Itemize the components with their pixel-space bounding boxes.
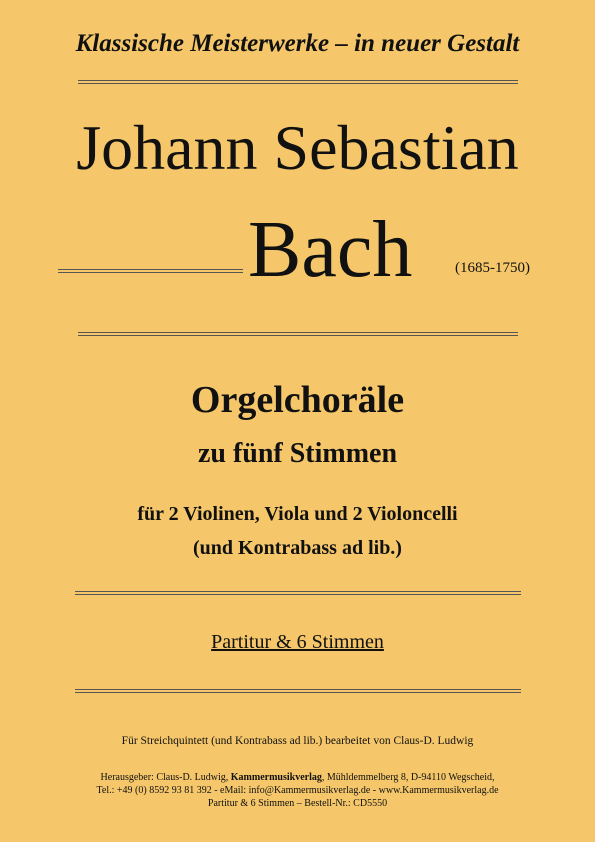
arrangement-note: Für Streichquintett (und Kontrabass ad lib.) bearbeitet von Claus-D. Ludwig (121, 735, 474, 747)
publisher-info (0, 771, 595, 810)
work-title: Orgelchoräle (190, 379, 405, 421)
series-title: Klassische Meisterwerke – in neuer Gestalt (75, 30, 520, 57)
instrumentation-line-2: (und Kontrabass ad lib.) (193, 537, 402, 559)
publisher-line-1 (0, 771, 595, 784)
work-subtitle: zu fünf Stimmen (197, 438, 398, 469)
divider-1 (78, 80, 518, 84)
divider-composer (58, 269, 243, 273)
publisher-name: Kammermusikverlag (230, 772, 322, 783)
edition-label: Partitur & 6 Stimmen (211, 631, 384, 653)
instrumentation-line-1: für 2 Violinen, Viola und 2 Violoncelli (137, 503, 458, 525)
publisher-line-3: Partitur & 6 Stimmen – Bestell-Nr.: CD5550 (207, 798, 388, 809)
divider-3 (75, 591, 521, 595)
publisher-line-1-suffix: , Mühldemmelberg 8, D-94110 Wegscheid, (321, 772, 495, 783)
divider-2 (78, 332, 518, 336)
composer-dates: (1685-1750) (455, 260, 530, 276)
publisher-line-1-prefix: Herausgeber: Claus-D. Ludwig, (100, 772, 231, 783)
publisher-line-2: Tel.: +49 (0) 8592 93 81 392 - eMail: info@Kammermusikverlag.de - www.Kammermusikverlag.de (96, 785, 499, 796)
divider-4 (75, 689, 521, 693)
composer-first-name: Johann Sebastian (76, 112, 519, 183)
composer-last-name: Bach (248, 206, 413, 294)
